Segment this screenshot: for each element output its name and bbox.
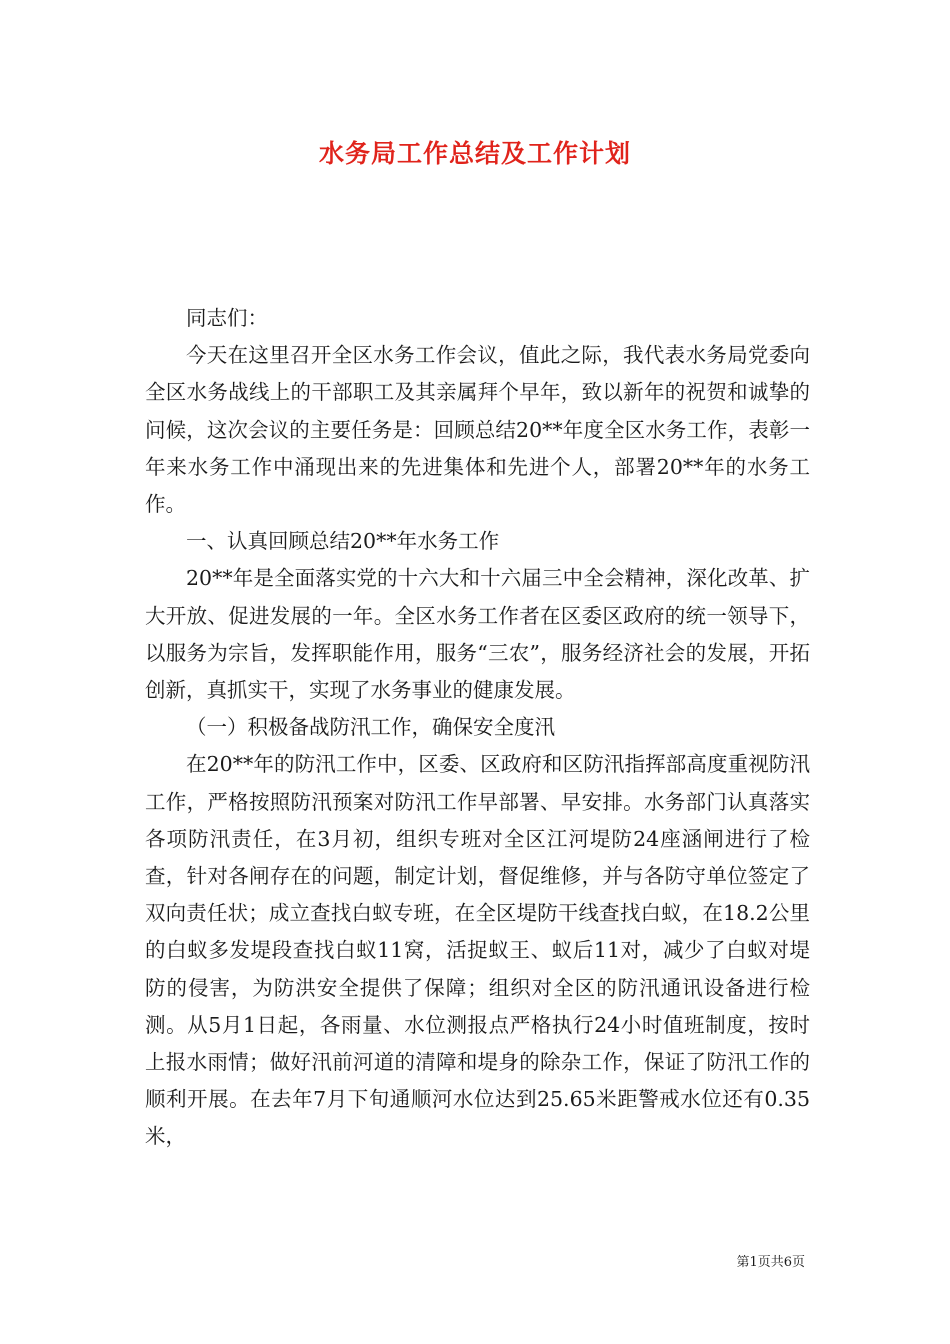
- section-heading: 一、认真回顾总结20**年水务工作: [186, 529, 500, 554]
- page-number-footer: 第1页共6页: [736, 1255, 805, 1270]
- flood-control-paragraph: 在20**年的防汛工作中，区委、区政府和区防汛指挥部高度重视防汛工作，严格按照防汛预案对防汛工作早部署、早安排。水务部门认真落实各项防汛责任，在3月初，组织专班对全区江河堤防24座涵闸进行了检查，针对各闸存在的问题，制定计划，督促维修，并与各防守单位签定了双向责任状；成立查找白蚁专班，在全区堤防干线查找白蚁，在18.2公里的白蚁多发堤段查找白蚁11窝，活捉蚁王、蚁后11对，减少了白蚁对堤防的侵害，为防洪安全提供了保障；组织对全区的防汛通讯设备进行检测。从5月1日起，各雨量、水位测报点严格执行24小时值班制度，按时上报水雨情；做好汛前河道的清障和堤身的除杂工作，保证了防汛工作的顺利开展。在去年7月下旬通顺河水位达到25.65米距警戒水位还有0.35米，: [145, 752, 810, 1149]
- document-body: [145, 300, 810, 1156]
- summary-paragraph: 20**年是全面落实党的十六大和十六届三中全会精神，深化改革、扩大开放、促进发展的一年。全区水务工作者在区委区政府的统一领导下，以服务为宗旨，发挥职能作用，服务“三农”，服务经济社会的发展，开拓创新，真抓实干，实现了水务事业的健康发展。: [145, 566, 810, 703]
- document-title: 水务局工作总结及工作计划: [318, 139, 631, 168]
- intro-paragraph: 今天在这里召开全区水务工作会议，值此之际，我代表水务局党委向全区水务战线上的干部职工及其亲属拜个早年，致以新年的祝贺和诚挚的问候，这次会议的主要任务是：回顾总结20**年度全区水务工作，表彰一年来水务工作中涌现出来的先进集体和先进个人，部署20**年的水务工作。: [145, 343, 810, 517]
- salutation-paragraph: 同志们：: [186, 306, 268, 330]
- subsection-heading: （一）积极备战防汛工作，确保安全度汛: [186, 715, 555, 740]
